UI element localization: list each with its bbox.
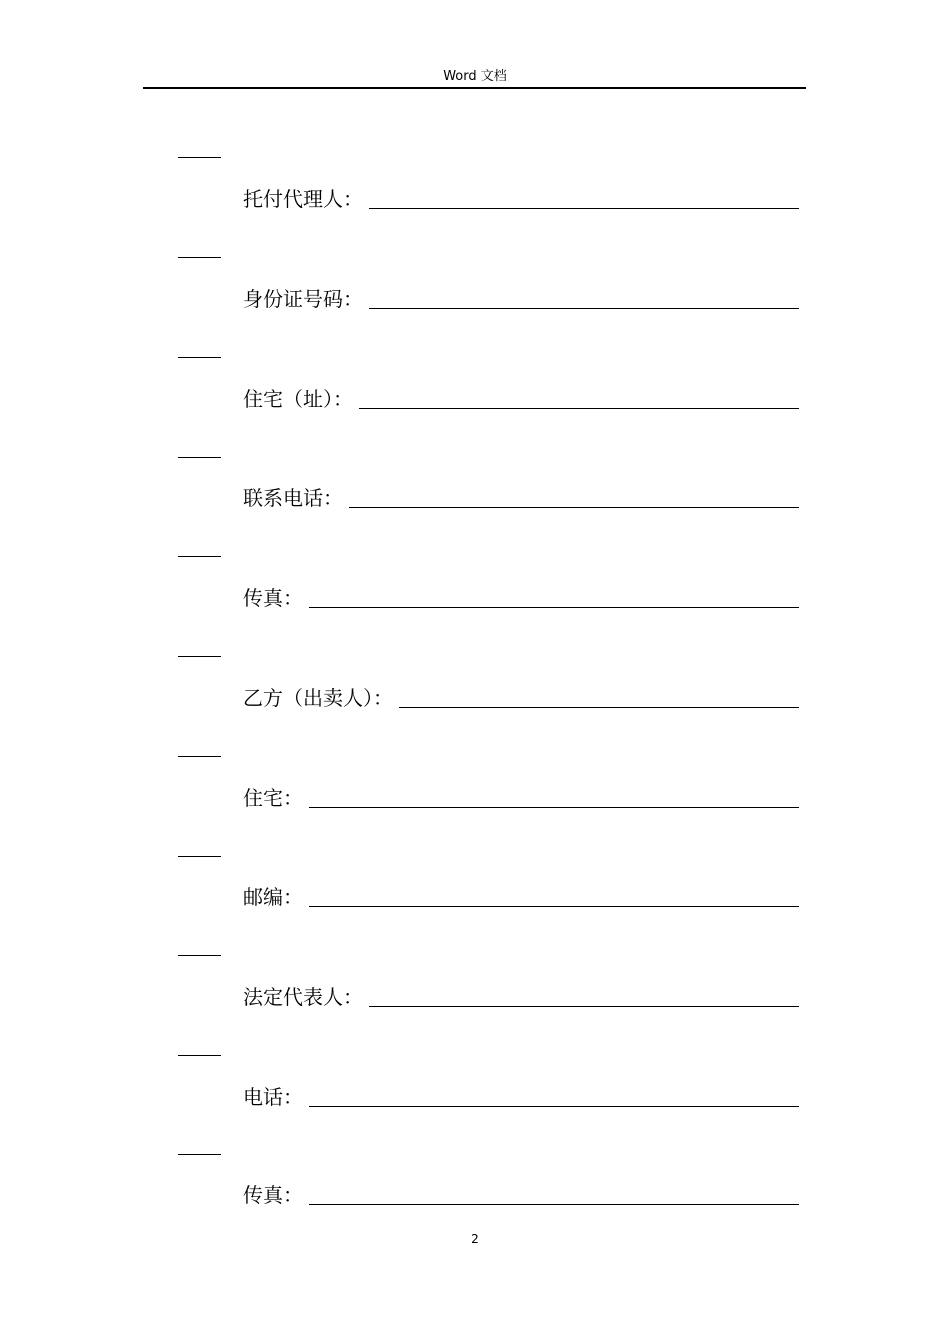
field-label: 托付代理人： bbox=[243, 187, 363, 211]
fill-in-blank[interactable] bbox=[369, 1005, 799, 1007]
separator-dash bbox=[178, 756, 221, 757]
separator-dash bbox=[178, 257, 221, 258]
field-fax bbox=[243, 585, 799, 611]
fill-in-blank[interactable] bbox=[309, 905, 799, 907]
field-label: 联系电话： bbox=[243, 486, 343, 510]
fill-in-blank[interactable] bbox=[399, 706, 799, 708]
separator-dash bbox=[178, 955, 221, 956]
fill-in-blank[interactable] bbox=[359, 407, 799, 409]
header-rule bbox=[143, 87, 806, 89]
field-label: 乙方（出卖人）： bbox=[243, 686, 393, 710]
field-label: 电话： bbox=[243, 1085, 303, 1109]
separator-dash bbox=[178, 457, 221, 458]
fill-in-blank[interactable] bbox=[309, 606, 799, 608]
field-label: 传真： bbox=[243, 586, 303, 610]
fill-in-blank[interactable] bbox=[309, 1105, 799, 1107]
fill-in-blank[interactable] bbox=[309, 806, 799, 808]
separator-dash bbox=[178, 1154, 221, 1155]
separator-dash bbox=[178, 157, 221, 158]
field-fax-2 bbox=[243, 1182, 799, 1208]
separator-dash bbox=[178, 357, 221, 358]
field-residence-address bbox=[243, 386, 799, 412]
field-label: 身份证号码： bbox=[243, 287, 363, 311]
field-label: 传真： bbox=[243, 1183, 303, 1207]
field-contact-phone bbox=[243, 485, 799, 511]
fill-in-blank[interactable] bbox=[369, 307, 799, 309]
field-party-b-seller bbox=[243, 685, 799, 711]
field-label: 邮编： bbox=[243, 885, 303, 909]
separator-dash bbox=[178, 1055, 221, 1056]
separator-dash bbox=[178, 856, 221, 857]
header-title: Word 文档 bbox=[443, 69, 507, 84]
field-phone bbox=[243, 1084, 799, 1110]
page-number: 2 bbox=[471, 1232, 479, 1246]
separator-dash bbox=[178, 656, 221, 657]
field-legal-representative bbox=[243, 984, 799, 1010]
field-postcode bbox=[243, 884, 799, 910]
fill-in-blank[interactable] bbox=[309, 1203, 799, 1205]
fill-in-blank[interactable] bbox=[369, 207, 799, 209]
field-label: 住宅（址）： bbox=[243, 387, 353, 411]
field-id-number bbox=[243, 286, 799, 312]
field-agent bbox=[243, 186, 799, 212]
field-label: 住宅： bbox=[243, 786, 303, 810]
field-residence bbox=[243, 785, 799, 811]
fill-in-blank[interactable] bbox=[349, 506, 799, 508]
separator-dash bbox=[178, 556, 221, 557]
field-label: 法定代表人： bbox=[243, 985, 363, 1009]
